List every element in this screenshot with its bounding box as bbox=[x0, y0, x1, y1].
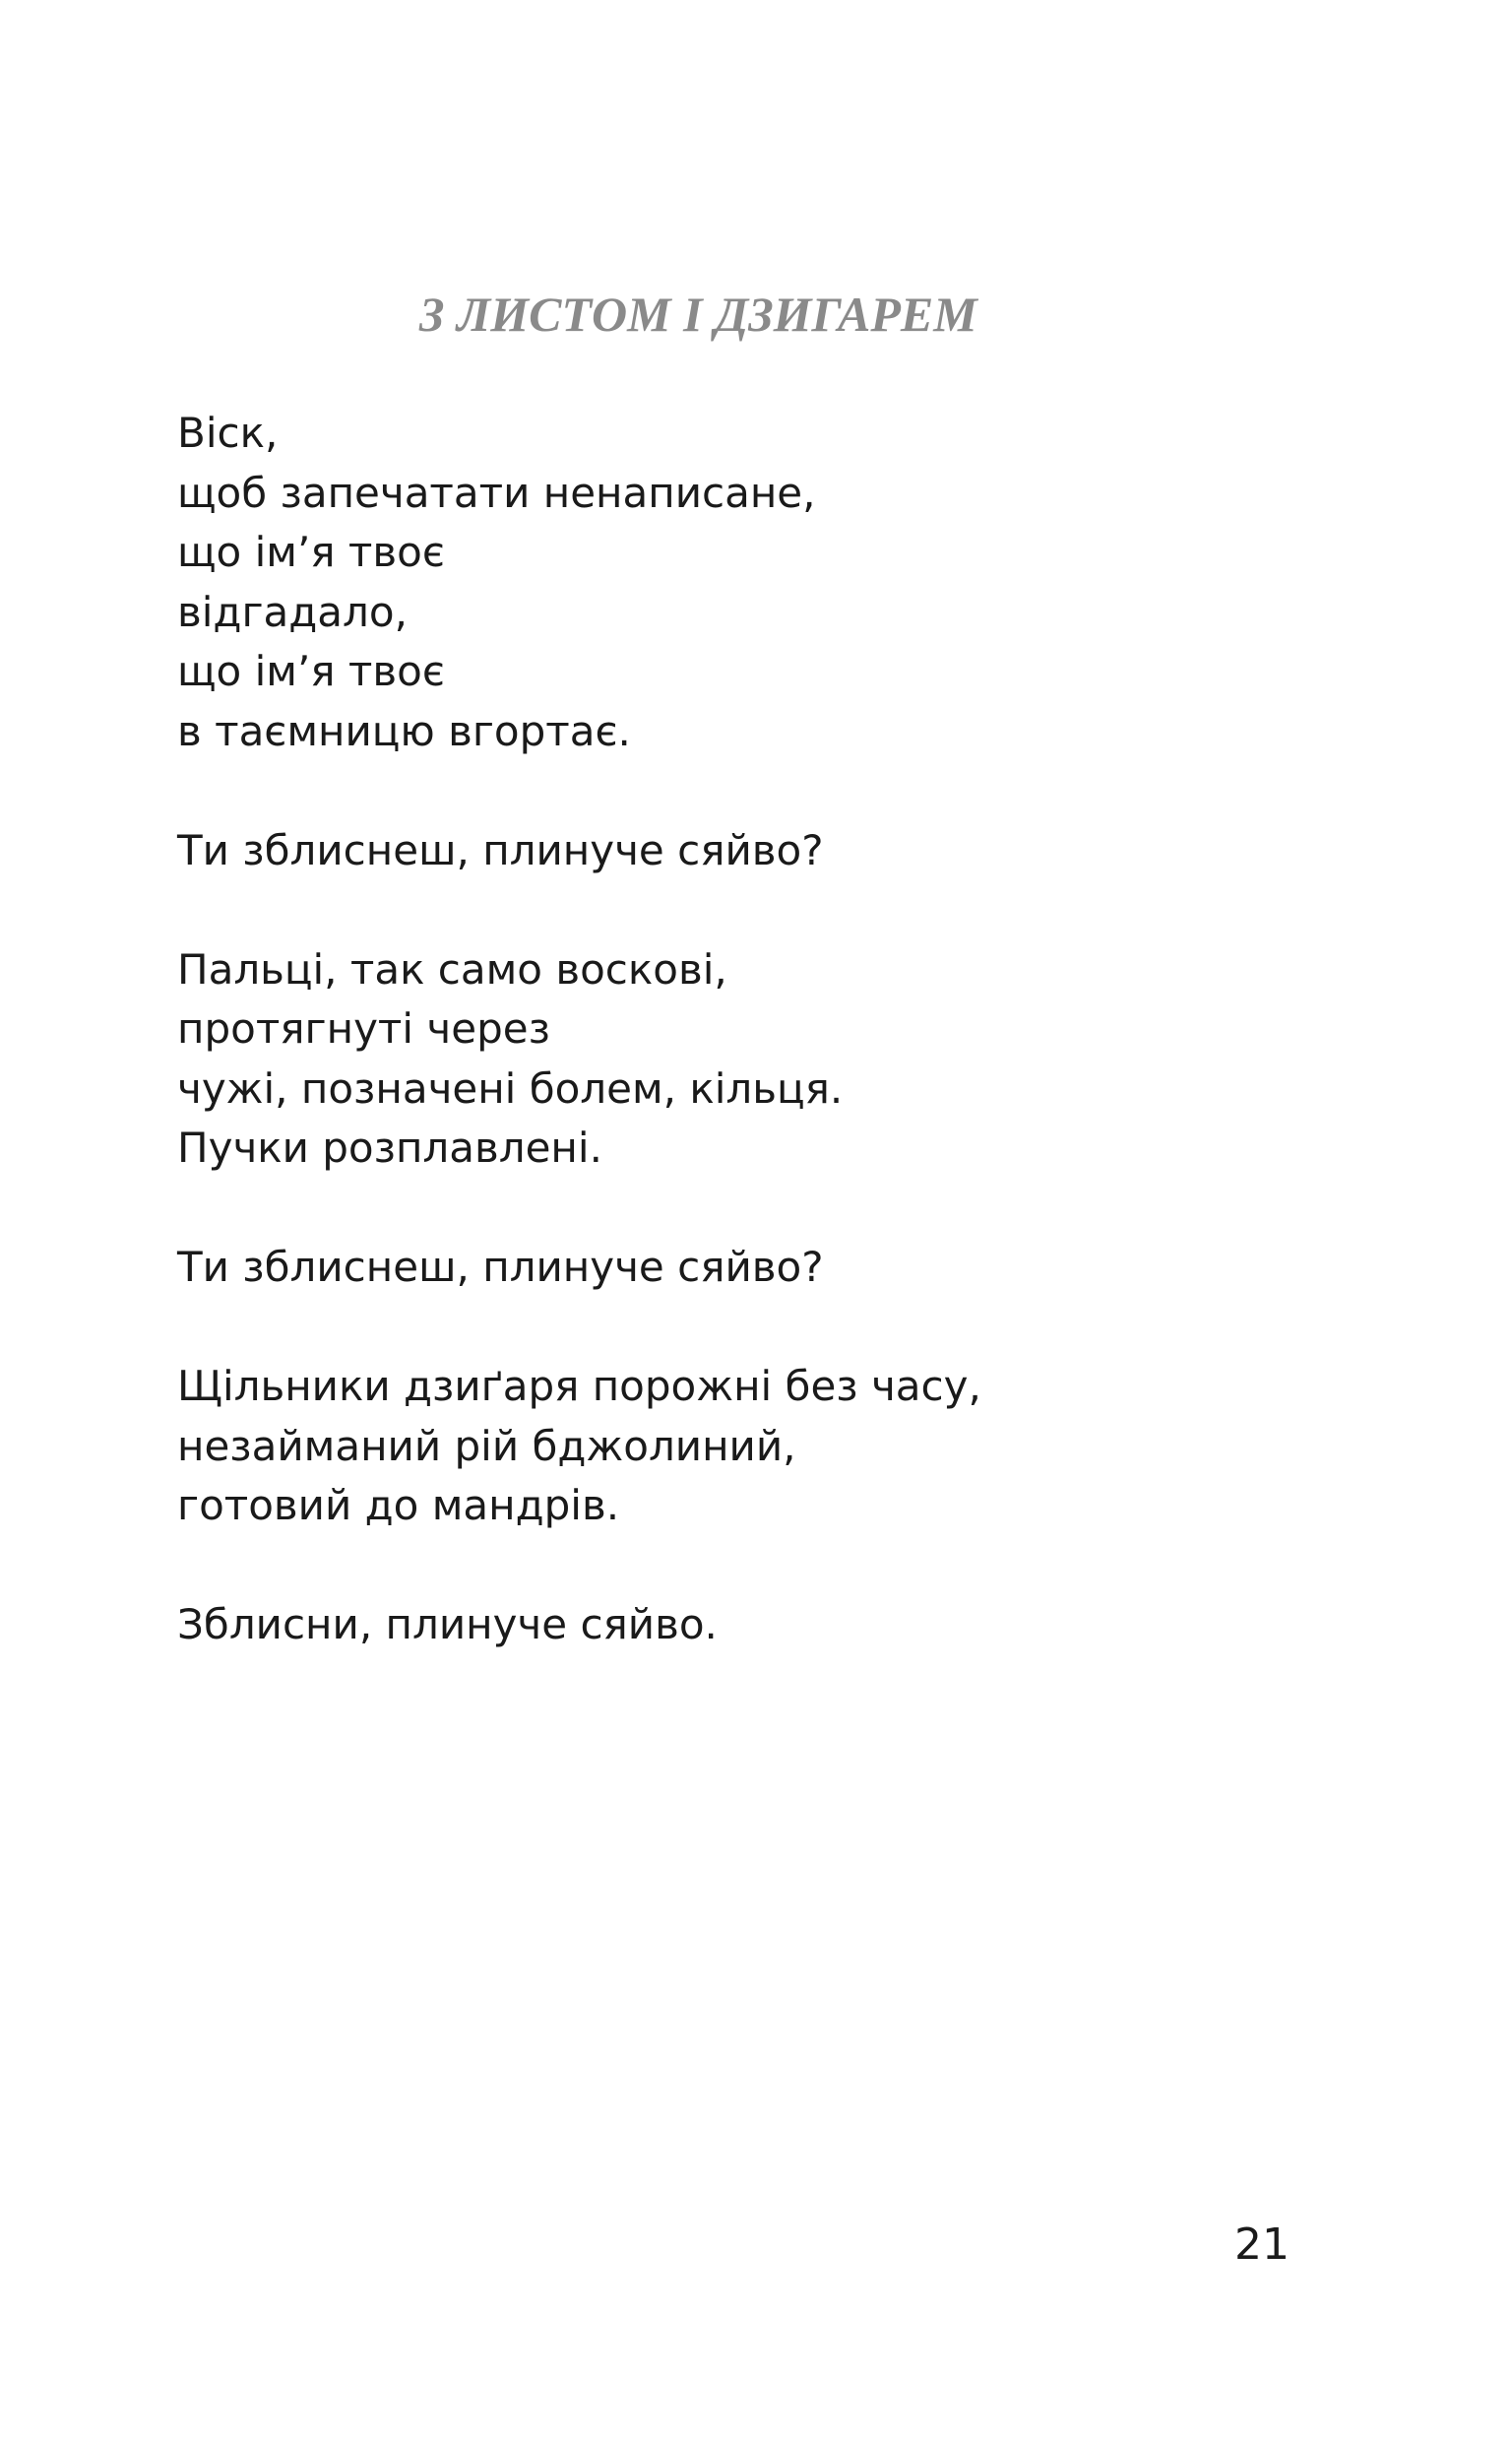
poem-line: Щільники дзиґаря порожні без часу, bbox=[177, 1362, 981, 1410]
poem-line: Пучки розплавлені. bbox=[177, 1124, 602, 1172]
stanza-5 bbox=[177, 1357, 1358, 1536]
poem-line: незайманий рій бджолиний, bbox=[177, 1421, 796, 1470]
poem-line: Віск, bbox=[177, 409, 279, 457]
stanza-1 bbox=[177, 404, 1358, 761]
poem-line: Пальці, так само воскові, bbox=[177, 944, 727, 994]
poem-line: чужі, позначені болем, кільця. bbox=[177, 1063, 844, 1113]
poem-line: щоб запечатати ненаписане, bbox=[177, 468, 816, 517]
poem-line: що ім’я твоє bbox=[177, 647, 445, 695]
poem-line: в таємницю вгортає. bbox=[177, 706, 631, 755]
poem-line: протягнуті через bbox=[177, 1004, 550, 1053]
poem-title: З ЛИСТОМ І ДЗИГАРЕМ bbox=[419, 287, 977, 342]
stanza-4 bbox=[177, 1238, 1358, 1298]
poem-closing-line: Зблисни, плинуче сяйво. bbox=[177, 1600, 718, 1648]
poem-line: готовий до мандрів. bbox=[177, 1481, 620, 1529]
page-number: 21 bbox=[1234, 2219, 1290, 2270]
stanza-3 bbox=[177, 940, 1358, 1179]
poem-refrain: Ти зблиснеш, плинуче сяйво? bbox=[177, 825, 824, 874]
stanza-6 bbox=[177, 1595, 1358, 1655]
stanza-2 bbox=[177, 821, 1358, 881]
poem-refrain: Ти зблиснеш, плинуче сяйво? bbox=[177, 1243, 824, 1291]
poem-line: відгадало, bbox=[177, 587, 408, 636]
poem-line: що ім’я твоє bbox=[177, 528, 445, 576]
poem-body bbox=[177, 404, 1358, 1655]
